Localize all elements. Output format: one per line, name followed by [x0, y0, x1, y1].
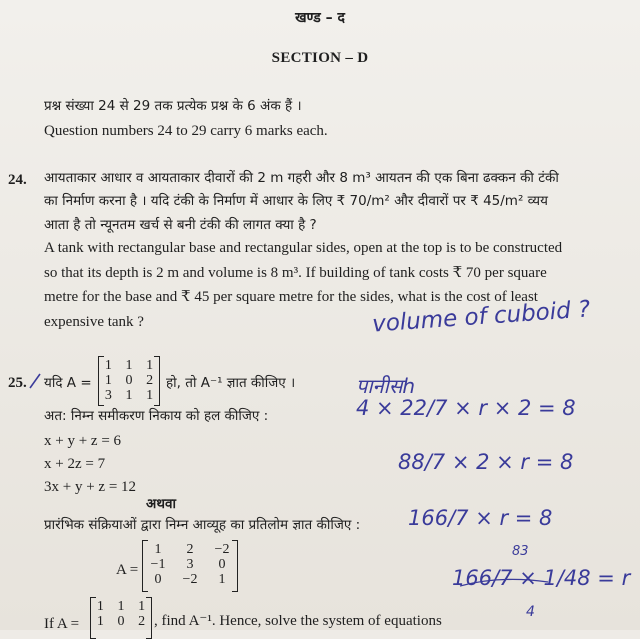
handwritten-volume-note: volume of cuboid ?	[371, 296, 592, 338]
matrix-b-cell: 3	[186, 557, 194, 572]
matrix-c-cell: 0	[117, 614, 125, 629]
q24-hindi-line3: आता है तो न्यूनतम खर्च से बनी टंकी की लागत क्या है ?	[44, 217, 317, 233]
q24-english-line4: expensive tank ?	[44, 314, 144, 330]
matrix-b-cell: 0	[154, 572, 162, 587]
handwritten-word: पानीसh	[356, 374, 416, 398]
matrix-c-cell: 1	[96, 599, 104, 614]
q24-english-line2: so that its depth is 2 m and volume is 8 m³. If building of tank costs ₹ 70 per square	[44, 265, 547, 281]
q24-hindi-line2: का निर्माण करना है । यदि टंकी के निर्माण में आधार के लिए ₹ 70/m² और दीवारों पर ₹ 45/m² व्यय	[44, 193, 548, 209]
matrix-b-cell: 2	[186, 542, 194, 557]
matrix-a-cell: 1	[125, 358, 133, 373]
q25-number: 25.	[8, 375, 27, 391]
section-heading: SECTION – D	[271, 50, 369, 66]
q24-hindi-line1: आयताकार आधार व आयताकार दीवारों की 2 m गहरी और 8 m³ आयतन की एक बिना ढक्कन की टंकी	[44, 170, 559, 186]
matrix-a-cell: 1	[104, 373, 112, 388]
matrix-c-cell: 1	[96, 614, 104, 629]
handwritten-step-4: 166/7 × 1/48 = r	[452, 566, 631, 590]
matrix-a-cell: 1	[125, 388, 133, 403]
q25-yadi: यदि A =	[44, 375, 92, 391]
ink-tick-mark	[30, 374, 40, 388]
handwritten-4: 4	[526, 604, 535, 620]
matrix-c-cell: 1	[138, 599, 146, 614]
matrix-c-cell: 2	[138, 614, 146, 629]
q25-prarambhik: प्रारंभिक संक्रियाओं द्वारा निम्न आव्यूह का प्रतिलोम ज्ञात कीजिए :	[44, 517, 361, 533]
handwritten-step-2: 88/7 × 2 × r = 8	[398, 450, 574, 474]
q24-english-line1: A tank with rectangular base and rectangular sides, open at the top is to be constructed	[44, 240, 563, 256]
matrix-a-cell: 3	[104, 388, 112, 403]
matrix-b-label: A =	[116, 562, 139, 578]
matrix-b-cell: 1	[218, 572, 226, 587]
matrix-b-cell: −1	[150, 557, 166, 572]
handwritten-step-3: 166/7 × r = 8	[408, 506, 553, 530]
find-text: , find A⁻¹. Hence, solve the system of equations	[154, 613, 442, 629]
matrix-c-cell: 1	[117, 599, 125, 614]
matrix-b-cell: 0	[218, 557, 226, 572]
q24-english-line3: metre for the base and ₹ 45 per square metre for the sides, what is the cost of least	[44, 289, 538, 305]
matrix-b-cell: 1	[154, 542, 162, 557]
matrix-b-cell: −2	[214, 542, 230, 557]
matrix-b-cell: −2	[182, 572, 198, 587]
ink-strike-line	[460, 579, 548, 586]
instruction-english: Question numbers 24 to 29 carry 6 marks each.	[44, 123, 328, 139]
khand-heading: खण्ड – द	[295, 10, 345, 26]
instruction-hindi: प्रश्न संख्या 24 से 29 तक प्रत्येक प्रश्न के 6 अंक हैं ।	[44, 98, 302, 114]
equation-3: 3x + y + z = 12	[44, 479, 137, 495]
equation-2: x + 2z = 7	[44, 456, 106, 472]
matrix-a-cell: 0	[125, 373, 133, 388]
q25-ho-to: हो, तो A⁻¹ ज्ञात कीजिए ।	[166, 375, 296, 391]
q25-atah: अत: निम्न समीकरण निकाय को हल कीजिए :	[44, 408, 269, 424]
matrix-a-cell: 2	[146, 373, 154, 388]
equation-1: x + y + z = 6	[44, 433, 122, 449]
if-a-label: If A =	[44, 616, 80, 632]
matrix-a-cell: 1	[146, 388, 154, 403]
q24-number: 24.	[8, 172, 27, 188]
handwritten-83: 83	[512, 544, 529, 559]
athva-label: अथवा	[146, 496, 176, 512]
matrix-a-cell: 1	[146, 358, 154, 373]
matrix-a-cell: 1	[104, 358, 112, 373]
handwritten-step-1: 4 × 22/7 × r × 2 = 8	[356, 396, 576, 420]
